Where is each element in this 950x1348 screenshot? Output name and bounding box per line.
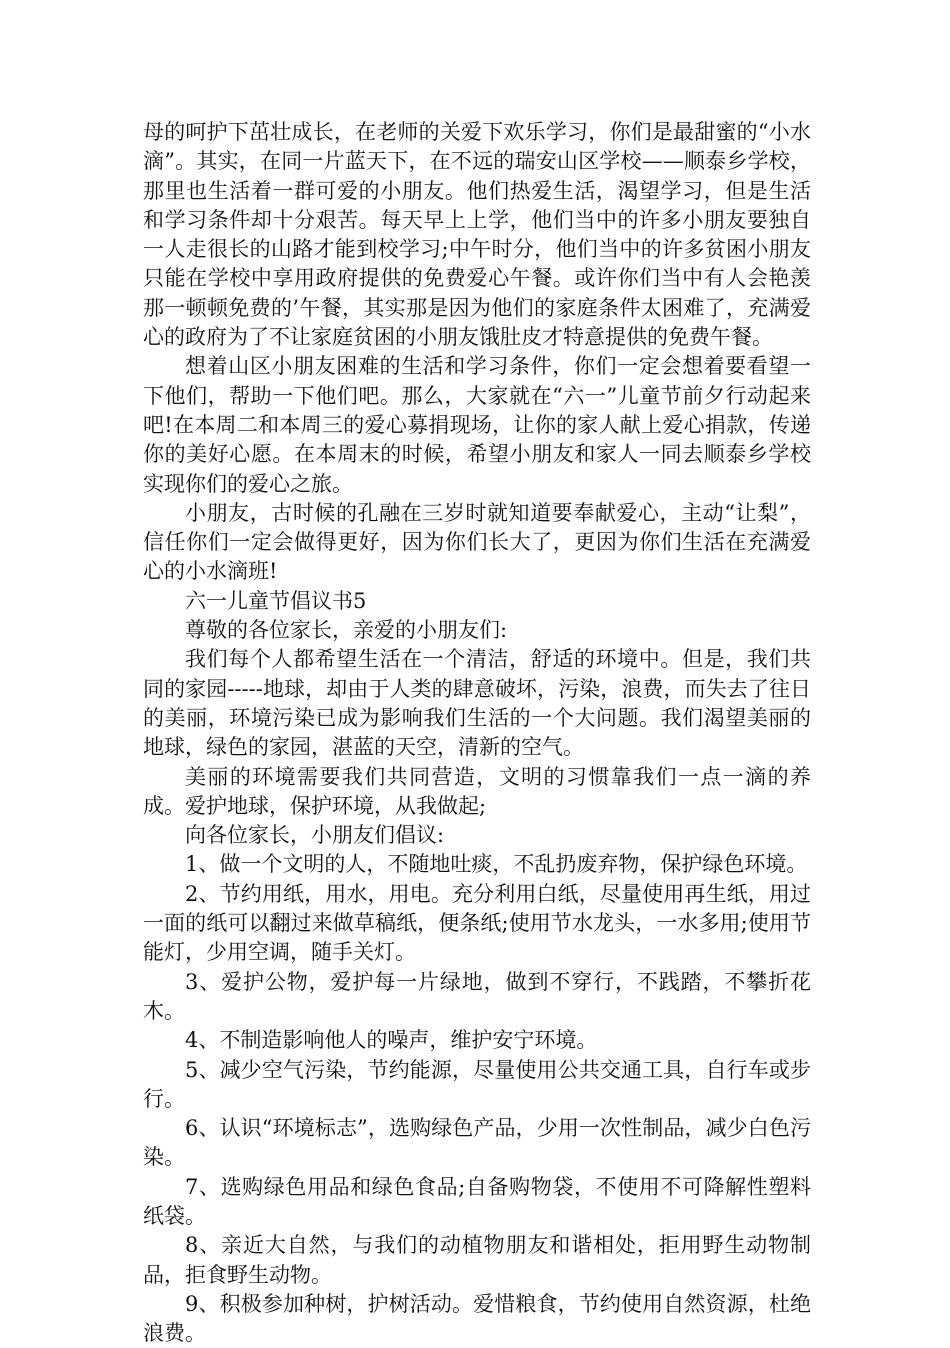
paragraph-kong-rong: 小朋友，古时候的孔融在三岁时就知道要奉献爱心，主动“让梨”，信任你们一定会做得更好，因为你们长大了，更因为你们生活在充满爱心的小水滴班! <box>143 500 811 584</box>
document-body <box>143 118 811 1348</box>
proposal-item-8: 8、亲近大自然，与我们的动植物朋友和谐相处，拒用野生动物制品，拒食野生动物。 <box>143 1233 811 1287</box>
proposal-item-2: 2、节约用纸，用水，用电。充分利用白纸，尽量使用再生纸，用过一面的纸可以翻过来做草稿纸，便条纸;使用节水龙头，一水多用;使用节能灯，少用空调，随手关灯。 <box>143 881 811 965</box>
proposal-item-1: 1、做一个文明的人，不随地吐痰，不乱扔废弃物，保护绿色环境。 <box>185 852 808 877</box>
paragraph-environment: 我们每个人都希望生活在一个清洁，舒适的环境中。但是，我们共同的家园-----地球，却由于人类的肆意破坏，污染，浪费，而失去了往日的美丽，环境污染已成为影响我们生活的一个大问题。我们渴望美丽的地球，绿色的家园，湛蓝的天空，清新的空气。 <box>143 647 811 760</box>
proposal-item-9: 9、积极参加种树，护树活动。爱惜粮食，节约使用自然资源，杜绝浪费。 <box>143 1291 811 1346</box>
paragraph-mountain-children: 想着山区小朋友困难的生活和学习条件，你们一定会想着要看望一下他们，帮助一下他们吧。那么，大家就在“六一”儿童节前夕行动起来吧!在本周二和本周三的爱心募捐现场，让你的家人献上爱心捐款，传递你的美好心愿。在本周末的时候，希望小朋友和家人一同去顺泰乡学校实现你们的爱心之旅。 <box>143 354 811 496</box>
proposal-item-6: 6、认识“环境标志”，选购绿色产品，少用一次性制品，减少白色污染。 <box>143 1116 811 1170</box>
salutation: 尊敬的各位家长，亲爱的小朋友们: <box>185 618 508 643</box>
proposal-item-5: 5、减少空气污染，节约能源，尽量使用公共交通工具，自行车或步行。 <box>143 1057 811 1111</box>
proposal-intro: 向各位家长，小朋友们倡议: <box>185 823 445 848</box>
paragraph-continuation: 母的呵护下茁壮成长，在老师的关爱下欢乐学习，你们是最甜蜜的“小水滴”。其实，在同一片蓝天下，在不远的瑞安山区学校——顺泰乡学校，那里也生活着一群可爱的小朋友。他们热爱生活，渴望学习，但是生活和学习条件却十分艰苦。每天早上上学，他们当中的许多小朋友要独自一人走很长的山路才能到校学习;中午时分，他们当中的许多贫困小朋友只能在学校中享用政府提供的免费爱心午餐。或许你们当中有人会艳羡那一顿顿免费的’午餐，其实那是因为他们的家庭条件太困难了，充满爱心的政府为了不让家庭贫困的小朋友饿肚皮才特意提供的免费午餐。 <box>143 120 811 350</box>
proposal-item-7: 7、选购绿色用品和绿色食品;自备购物袋，不使用不可降解性塑料纸袋。 <box>143 1174 811 1228</box>
proposal-item-3: 3、爱护公物，爱护每一片绿地，做到不穿行，不践踏，不攀折花木。 <box>143 969 811 1023</box>
proposal-item-4: 4、不制造影响他人的噪声，维护安宁环境。 <box>185 1028 598 1053</box>
paragraph-civilized-habits: 美丽的环境需要我们共同营造，文明的习惯靠我们一点一滴的养成。爱护地球，保护环境，从我做起; <box>143 764 811 818</box>
section-title: 六一儿童节倡议书5 <box>185 588 367 613</box>
